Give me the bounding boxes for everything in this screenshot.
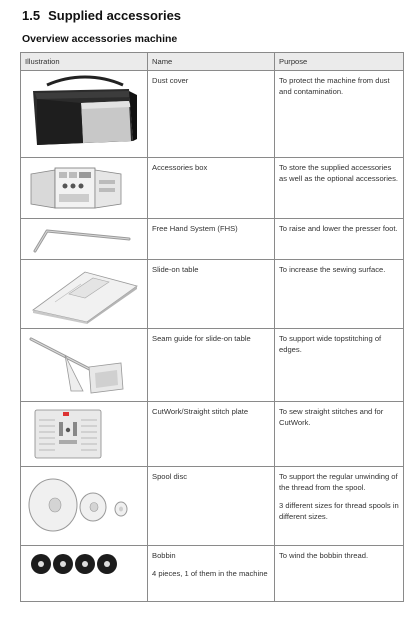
name-cell: Slide-on table: [148, 260, 275, 329]
accessories-box-image: [25, 162, 143, 214]
header-name: Name: [148, 53, 275, 71]
section-title: Supplied accessories: [48, 8, 182, 23]
purpose-cell: To store the supplied accessories as well as the optional accessories.: [275, 158, 404, 219]
name-cell: Seam guide for slide-on table: [148, 329, 275, 402]
header-purpose: Purpose: [275, 53, 404, 71]
illustration-cell: [21, 219, 148, 260]
accessories-table: [20, 52, 404, 602]
table-row: [21, 71, 404, 158]
name-cell: Spool disc: [148, 467, 275, 546]
purpose-cell: To support the regular unwinding of the thread from the spool. 3 different sizes for thread spools in different sizes.: [275, 467, 404, 546]
purpose-cell: To support wide topstitching of edges.: [275, 329, 404, 402]
slide-on-table-image: [25, 264, 143, 324]
name-cell: CutWork/Straight stitch plate: [148, 402, 275, 467]
illustration-cell: [21, 402, 148, 467]
name-cell: Dust cover: [148, 71, 275, 158]
dust-cover-image: [25, 75, 143, 153]
illustration-cell: [21, 329, 148, 402]
spool-disc-image: [25, 471, 143, 541]
name-cell: Bobbin 4 pieces, 1 of them in the machine: [148, 546, 275, 602]
illustration-cell: [21, 71, 148, 158]
illustration-cell: [21, 546, 148, 602]
stitch-plate-image: [25, 406, 143, 462]
seam-guide-image: [25, 333, 143, 397]
table-header-row: [21, 53, 404, 71]
purpose-cell: To raise and lower the presser foot.: [275, 219, 404, 260]
purpose-cell: To wind the bobbin thread.: [275, 546, 404, 602]
table-row: [21, 158, 404, 219]
illustration-cell: [21, 467, 148, 546]
table-row: [21, 467, 404, 546]
section-heading: [22, 8, 181, 23]
purpose-cell: To increase the sewing surface.: [275, 260, 404, 329]
subsection-heading: Overview accessories machine: [22, 33, 178, 45]
name-cell: Free Hand System (FHS): [148, 219, 275, 260]
bobbin-image: [25, 550, 143, 578]
table-row: [21, 260, 404, 329]
purpose-cell: To sew straight stitches and for CutWork.: [275, 402, 404, 467]
table-row: [21, 546, 404, 602]
header-illustration: Illustration: [21, 53, 148, 71]
table-row: [21, 219, 404, 260]
free-hand-system-image: [25, 223, 143, 255]
illustration-cell: [21, 260, 148, 329]
name-cell: Accessories box: [148, 158, 275, 219]
section-number: 1.5: [22, 8, 41, 23]
illustration-cell: [21, 158, 148, 219]
table-row: [21, 402, 404, 467]
purpose-cell: To protect the machine from dust and contamination.: [275, 71, 404, 158]
table-row: [21, 329, 404, 402]
